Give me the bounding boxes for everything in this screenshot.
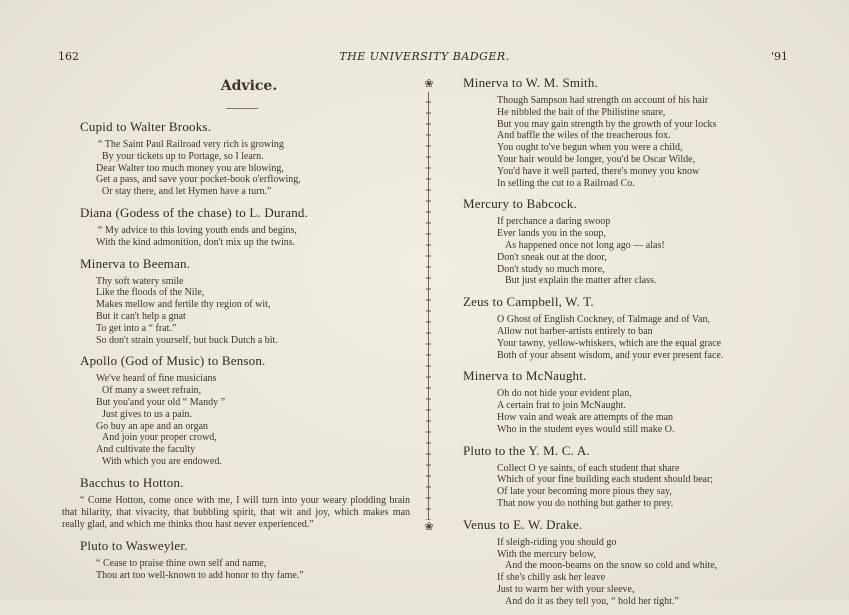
verse-line: A certain frat to join McNaught. bbox=[497, 400, 626, 412]
verse-line: And do it as they tell you, “ hold her tight.” bbox=[505, 595, 679, 607]
verse-line: Ever lands you in the soup, bbox=[497, 228, 606, 240]
verse-line: Of late your becoming more pious they say, bbox=[497, 486, 672, 498]
verse-line: Just gives to us a pain. bbox=[102, 408, 192, 420]
verse-line: Of many a sweet refrain, bbox=[102, 385, 202, 397]
verse-line: Thy soft watery smile bbox=[96, 275, 184, 287]
verse-line: But you'and your old “ Mandy ” bbox=[96, 396, 226, 408]
section-heading: Zeus to Campbell, W. T. bbox=[463, 294, 594, 310]
running-title: THE UNIVERSITY BADGER. bbox=[339, 50, 510, 63]
section-heading: Minerva to Beeman. bbox=[80, 255, 191, 271]
advice-section bbox=[62, 538, 410, 582]
verse-line: Both of your absent wisdom, and your ever present face. bbox=[497, 349, 724, 361]
section-heading: Pluto to Wasweyler. bbox=[80, 537, 188, 553]
verse-line: We've heard of fine musicians bbox=[96, 373, 217, 385]
header-year: '91 bbox=[770, 50, 788, 63]
verse-line: Which of your fine building each student should bear; bbox=[497, 474, 714, 486]
verse-line: And the moon-beams on the snow so cold and white, bbox=[505, 560, 718, 572]
verse-line: Or stay there, and let Hymen have a turn.” bbox=[102, 186, 272, 198]
verse-line: You'd have it well parted, there's money you know bbox=[497, 165, 700, 177]
title-rule bbox=[226, 108, 258, 109]
section-heading: Minerva to McNaught. bbox=[463, 368, 587, 384]
verse-line: With the mercury below, bbox=[497, 548, 596, 560]
verse-line: Allow not barber-artists entirely to ban bbox=[497, 325, 653, 337]
verse-lines bbox=[62, 225, 410, 249]
prose-paragraph: “ Come Hotton, come once with me, I will turn into your weary plodding brain that hilarity, that vivacity, that bubbling spirit, that wit and joy, which makes man really glad, and which me thinks thou hast never experienced.” bbox=[62, 494, 410, 530]
verse-line: O Ghost of English Cockney, of Talmage and of Van, bbox=[497, 314, 710, 326]
section-heading: Mercury to Babcock. bbox=[463, 196, 577, 212]
verse-line: How vain and weak are attempts of the man bbox=[497, 411, 674, 423]
verse-line: Collect O ye saints, of each student that share bbox=[497, 462, 680, 474]
advice-section bbox=[463, 294, 788, 361]
verse-line: “ My advice to this loving youth ends and begins, bbox=[98, 224, 297, 236]
advice-section bbox=[463, 443, 788, 510]
section-heading: Diana (Godess of the chase) to L. Durand. bbox=[80, 204, 309, 220]
page-number: 162 bbox=[58, 50, 79, 63]
verse-lines bbox=[62, 373, 410, 467]
section-heading: Venus to E. W. Drake. bbox=[463, 516, 583, 532]
advice-section bbox=[62, 475, 410, 531]
verse-line: “ The Saint Paul Railroad very rich is growing bbox=[98, 139, 284, 150]
verse-line: Oh do not hide your evident plan, bbox=[497, 388, 632, 400]
verse-lines bbox=[463, 388, 788, 435]
advice-section bbox=[62, 256, 410, 347]
verse-line: By your tickets up to Portage, so I learn. bbox=[102, 150, 264, 162]
verse-line: Your tawny, yellow-whiskers, which are the equal grace bbox=[497, 337, 722, 349]
verse-line: But just explain the matter after class. bbox=[505, 275, 657, 287]
verse-line: Like the floods of the Nile, bbox=[96, 287, 205, 299]
verse-line: Just to warm her with your sleeve, bbox=[497, 583, 635, 595]
verse-line: And cultivate the faculty bbox=[96, 444, 196, 456]
verse-line: Don't study so much more, bbox=[497, 263, 605, 275]
verse-lines bbox=[62, 139, 410, 198]
advice-section bbox=[463, 368, 788, 435]
verse-lines bbox=[463, 95, 788, 189]
verse-line: Get a pass, and save your pocket-book o'erflowing, bbox=[96, 174, 301, 186]
verse-line: If she's chilly ask her leave bbox=[497, 572, 606, 584]
verse-lines bbox=[62, 276, 410, 347]
right-column bbox=[463, 75, 788, 615]
verse-lines bbox=[463, 216, 788, 287]
top-ornament-icon: ❀ bbox=[424, 77, 434, 90]
verse-line: That now you do nothing but gather to prey. bbox=[497, 497, 674, 509]
verse-line: Makes mellow and fertile thy region of wit, bbox=[96, 299, 271, 311]
divider-dots bbox=[426, 92, 431, 520]
page-title: Advice. bbox=[220, 78, 278, 94]
verse-line: Your hair would be longer, you'd be Oscar Wilde, bbox=[497, 153, 696, 165]
verse-line: In selling the cut to a Railroad Co. bbox=[497, 177, 635, 189]
section-heading: Apollo (God of Music) to Benson. bbox=[80, 353, 266, 369]
verse-line: As happened once not long ago — alas! bbox=[505, 239, 665, 251]
verse-line: But you may gain strength by the growth of your locks bbox=[497, 118, 717, 130]
column-divider bbox=[420, 78, 438, 533]
advice-section bbox=[62, 205, 410, 249]
section-heading: Bacchus to Hotton. bbox=[80, 474, 184, 490]
advice-section bbox=[463, 75, 788, 189]
verse-line: Though Sampson had strength on account of his hair bbox=[497, 95, 709, 106]
verse-line: And baffle the wiles of the treacherous fox. bbox=[497, 130, 671, 142]
verse-line: But it can't help a gnat bbox=[96, 310, 186, 322]
verse-lines bbox=[463, 463, 788, 510]
verse-line: Who in the student eyes would still make O. bbox=[497, 423, 675, 435]
verse-line: With which you are endowed. bbox=[102, 455, 222, 467]
verse-line: And join your proper crowd, bbox=[102, 432, 217, 444]
section-heading: Cupid to Walter Brooks. bbox=[80, 119, 212, 134]
verse-lines bbox=[463, 537, 788, 608]
verse-line: Thou art too well-known to add honor to thy fame.” bbox=[96, 569, 304, 581]
verse-line: Don't sneak out at the door, bbox=[497, 251, 607, 263]
left-column bbox=[62, 75, 410, 588]
advice-section bbox=[463, 196, 788, 287]
verse-line: Go buy an ape and an organ bbox=[96, 420, 209, 432]
section-heading: Pluto to the Y. M. C. A. bbox=[463, 442, 590, 458]
verse-line: Dear Walter too much money you are blowing, bbox=[96, 162, 284, 174]
verse-line: You ought to've begun when you were a child, bbox=[497, 142, 683, 154]
verse-line: To get into a “ frat.” bbox=[96, 322, 177, 334]
advice-section bbox=[463, 517, 788, 608]
title-block bbox=[62, 75, 410, 109]
verse-line: With the kind admonition, don't mix up the twins. bbox=[96, 236, 296, 248]
verse-line: If sleigh-riding you should go bbox=[497, 536, 617, 548]
verse-line: So don't strain yourself, but buck Dutch a bit. bbox=[96, 334, 278, 346]
verse-lines bbox=[62, 558, 410, 582]
verse-line: “ Cease to praise thine own self and name, bbox=[96, 557, 267, 569]
verse-lines bbox=[463, 314, 788, 361]
section-heading: Minerva to W. M. Smith. bbox=[463, 75, 598, 90]
advice-section bbox=[62, 119, 410, 198]
bottom-ornament-icon: ❀ bbox=[424, 520, 434, 533]
verse-line: He nibbled the bait of the Philistine snare, bbox=[497, 106, 666, 118]
advice-section bbox=[62, 353, 410, 467]
verse-line: If perchance a daring swoop bbox=[497, 216, 611, 228]
